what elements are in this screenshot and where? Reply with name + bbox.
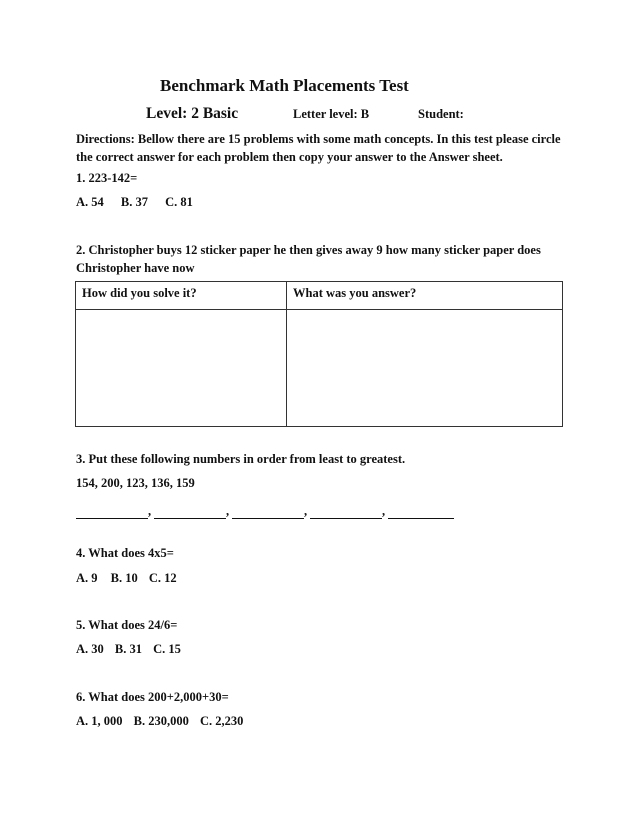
page-title: Benchmark Math Placements Test — [160, 76, 409, 95]
order-blanks: , , , , — [76, 504, 454, 519]
question-4-options — [76, 571, 191, 586]
answer-blank[interactable] — [310, 509, 382, 519]
work-cell-answer[interactable] — [287, 310, 563, 427]
student-label: Student: — [418, 107, 464, 121]
answer-option-a[interactable]: A. 1, 000 — [76, 714, 123, 728]
question-6: 6. What does 200+2,000+30= — [76, 690, 229, 704]
letter-level-label: Letter level: B — [293, 107, 370, 121]
answer-option-c[interactable]: C. 12 — [148, 571, 177, 585]
question-3: 3. Put these following numbers in order from least to greatest. — [76, 452, 406, 466]
question-5: 5. What does 24/6= — [76, 618, 178, 632]
answer-option-a[interactable]: A. 30 — [76, 642, 104, 656]
directions-text: Directions: Bellow there are 15 problems with some math concepts. In this test please circle the correct answer for each problem then copy your answer to the Answer sheet. — [76, 132, 561, 164]
question-2: 2. Christopher buys 12 sticker paper he then gives away 9 how many sticker paper does Christopher have now — [76, 243, 541, 275]
work-table-header-answer: What was you answer? — [287, 282, 563, 310]
question-1: 1. 223-142= — [76, 171, 138, 185]
work-table-header-method: How did you solve it? — [76, 282, 287, 310]
answer-option-a[interactable]: A. 54 — [76, 195, 104, 209]
work-table — [75, 281, 563, 427]
answer-option-b[interactable]: B. 230,000 — [133, 714, 189, 728]
answer-blank[interactable] — [232, 509, 304, 519]
question-4: 4. What does 4x5= — [76, 546, 174, 560]
answer-option-c[interactable]: C. 2,230 — [200, 714, 244, 728]
answer-blank[interactable] — [76, 509, 148, 519]
question-1-options — [76, 195, 207, 210]
answer-option-b[interactable]: B. 10 — [110, 571, 138, 585]
answer-option-b[interactable]: B. 31 — [114, 642, 142, 656]
answer-option-a[interactable]: A. 9 — [76, 571, 98, 585]
answer-option-c[interactable]: C. 15 — [153, 642, 181, 656]
question-6-options — [76, 714, 257, 729]
question-5-options — [76, 642, 195, 657]
level-label: Level: 2 Basic — [146, 105, 239, 122]
answer-option-b[interactable]: B. 37 — [120, 195, 148, 209]
numbers-list: 154, 200, 123, 136, 159 — [76, 476, 195, 490]
work-cell-method[interactable] — [76, 310, 287, 427]
answer-blank[interactable] — [388, 509, 454, 519]
answer-blank[interactable] — [154, 509, 226, 519]
answer-option-c[interactable]: C. 81 — [165, 195, 193, 209]
